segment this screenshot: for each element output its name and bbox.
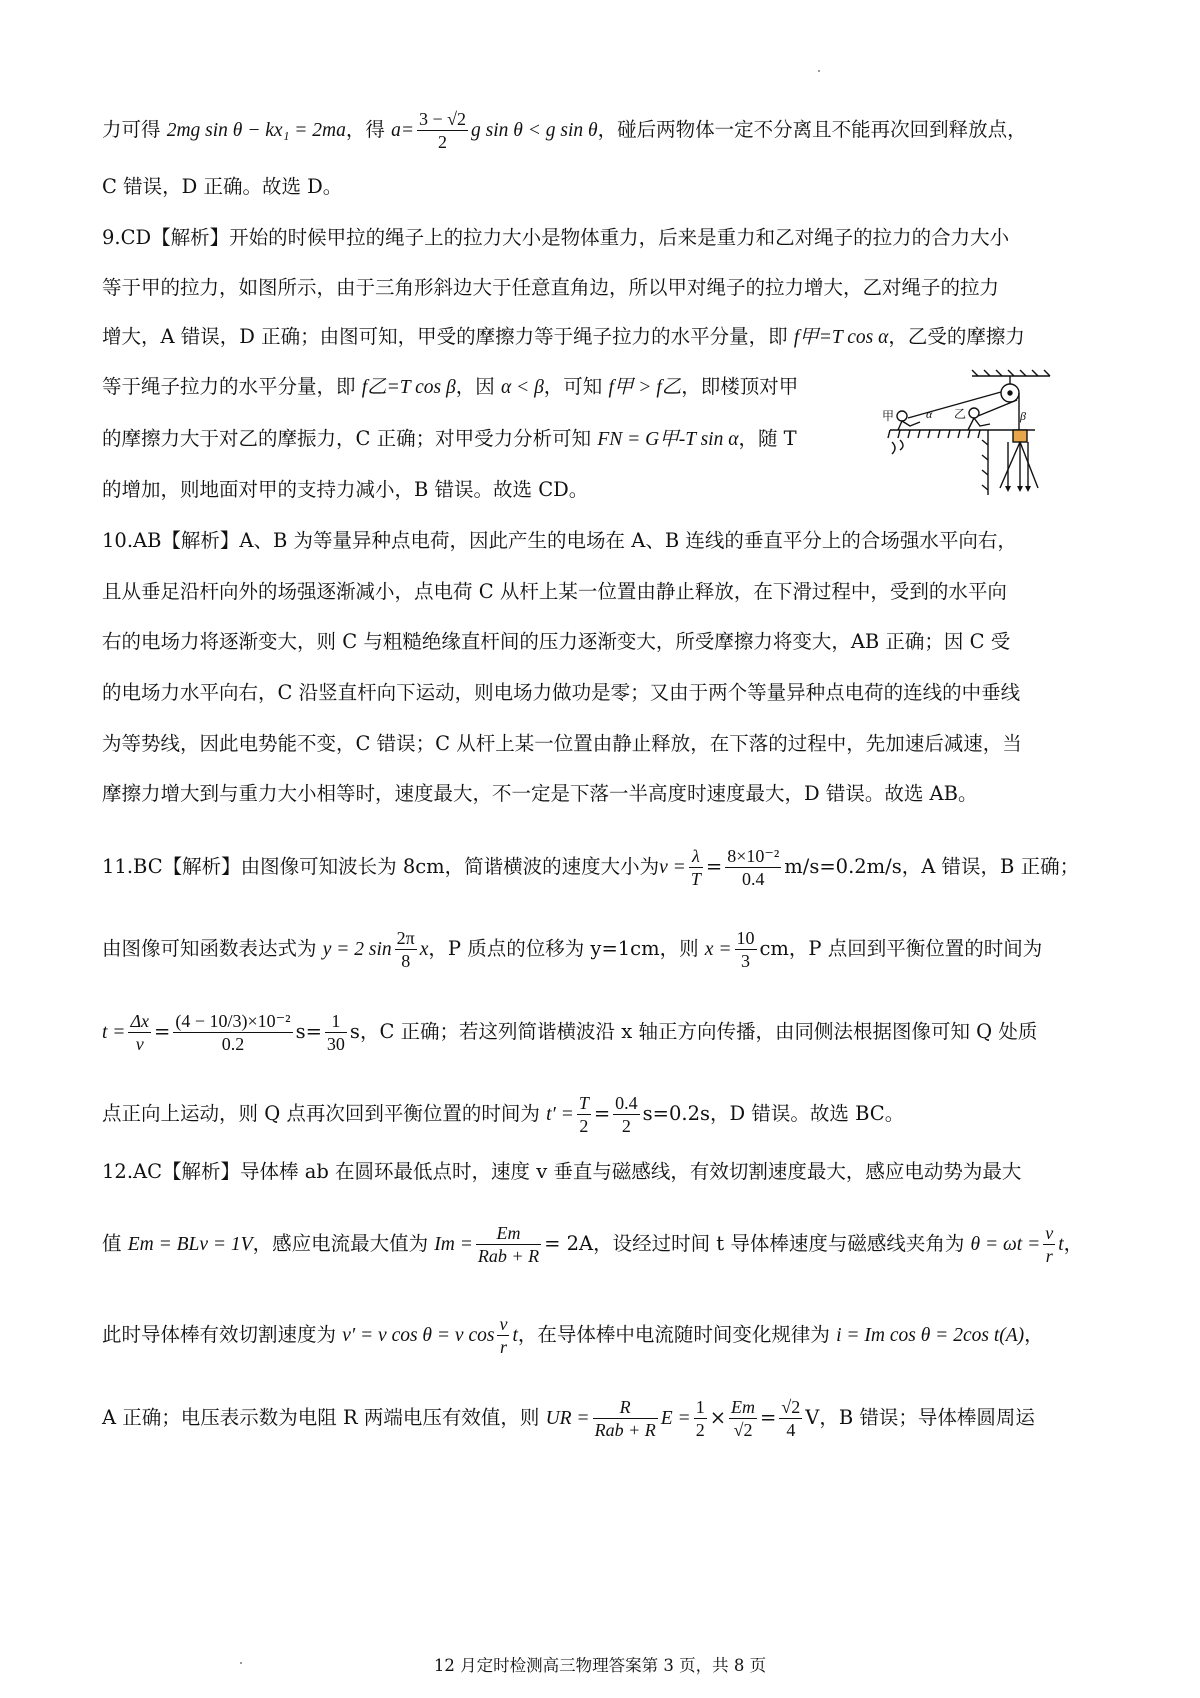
denominator: 2	[621, 1116, 631, 1136]
text-line	[102, 323, 1100, 352]
text-line: 的增加，则地面对甲的支持力减小，B 错误。故选 CD。	[102, 478, 589, 501]
text: 此时导体棒有效切割速度为	[102, 1323, 343, 1346]
fraction	[173, 1010, 292, 1055]
denominator: 3	[741, 951, 750, 971]
fraction	[735, 927, 757, 972]
fraction	[593, 1396, 658, 1441]
text-line: C 错误，D 正确。故选 D。	[102, 175, 343, 198]
text: ，	[1063, 1232, 1084, 1255]
text: ，因	[455, 375, 501, 398]
text-line: 12.AC【解析】导体棒 ab 在圆环最低点时，速度 v 垂直与磁感线，有效切割速度最大，感应电动势为最大	[102, 1160, 1022, 1183]
denominator: √2	[733, 1420, 753, 1440]
denominator: Rab + R	[477, 1246, 540, 1266]
text: 值	[102, 1232, 128, 1255]
text: ，B 错误；导体棒圆周运	[819, 1406, 1035, 1429]
text: ，即楼顶对甲	[681, 375, 799, 398]
text: 11.BC【解析】由图像可知波长为 8cm，简谐横波的速度大小为	[102, 855, 660, 878]
fraction	[779, 1396, 802, 1441]
numerator: 0.4	[615, 1093, 638, 1113]
numerator: 1	[325, 1010, 347, 1033]
text-line: 点正向上运动，则 Q 点再次回到平衡位置的时间为 t′ = $\frac{T}{2}$ = $\frac{0.4}{2}$ s=0.2s，D 错误。故选 BC。	[102, 1093, 905, 1136]
text-line	[102, 108, 1100, 153]
equation: t	[1058, 1234, 1064, 1255]
denominator: 30	[326, 1034, 345, 1054]
label-yi: 乙	[954, 407, 967, 421]
text-line: 11.BC【解析】由图像可知波长为 8cm，简谐横波的速度大小为v = $\frac{\lambda}{T}$ = $\frac{\text{8×10⁻²}}{0.4}$ m/s=0.2m/s，A 错误，B 正确；	[102, 846, 1080, 889]
text: ，D 错误。故选 BC。	[710, 1102, 905, 1125]
equation: t	[512, 1325, 518, 1346]
text: ，设经过时间 t 导体棒速度与磁感线夹角为	[593, 1232, 971, 1255]
denominator: v	[135, 1034, 144, 1054]
numerator: v	[499, 1314, 508, 1334]
denominator: Rab + R	[594, 1420, 656, 1440]
fraction	[725, 845, 781, 890]
equation: = 2A	[544, 1232, 594, 1255]
numerator: λ	[689, 845, 703, 868]
denominator: r	[1045, 1246, 1053, 1266]
equation: x	[419, 939, 429, 960]
text: ，感应电流最大值为	[252, 1232, 435, 1255]
fraction	[694, 1396, 707, 1441]
equation: a=	[391, 120, 414, 141]
denominator: 0.2	[221, 1034, 245, 1054]
equation: f甲 > f乙	[608, 377, 682, 398]
equation: t′ =	[546, 1104, 574, 1125]
text-line	[102, 425, 820, 454]
equation: f甲=T cos α	[793, 327, 889, 348]
text: 力可得	[102, 118, 167, 141]
text-line: 等于甲的拉力，如图所示，由于三角形斜边大于任意直角边，所以甲对绳子的拉力增大，乙对绳子的拉力	[102, 276, 1000, 299]
numerator: 8×10⁻²	[727, 846, 780, 866]
text-line	[102, 927, 1100, 972]
equation: t =	[102, 1022, 126, 1043]
numerator: Δx	[130, 1011, 150, 1031]
denominator: T	[690, 869, 701, 889]
numerator: (4 − 10/3)×10⁻²	[175, 1011, 291, 1031]
text-line	[102, 1313, 1100, 1358]
text: 点正向上运动，则 Q 点再次回到平衡位置的时间为	[102, 1102, 547, 1125]
text: 增大，A 错误，D 正确；由图可知，甲受的摩擦力等于绳子拉力的水平分量，即	[102, 325, 794, 348]
equation: =	[760, 1406, 777, 1429]
equation: v′ = v cos θ = v cos	[342, 1325, 495, 1346]
denominator: 0.4	[741, 869, 765, 889]
numerator: Em	[731, 1397, 756, 1417]
numerator: √2	[781, 1397, 801, 1417]
denominator: 4	[786, 1420, 796, 1440]
numerator: T	[578, 1093, 589, 1113]
equation: f乙=T cos β	[361, 377, 456, 398]
fraction	[689, 845, 703, 890]
text: ，P 点回到平衡位置的时间为	[788, 937, 1043, 960]
equation: s=0.2s	[642, 1102, 711, 1125]
equation: E =	[660, 1408, 691, 1429]
text: 的摩擦力大于对乙的摩振力，C 正确；对甲受力分析可知	[102, 427, 598, 450]
text-line: 为等势线，因此电势能不变，C 错误；C 从杆上某一位置由静止释放，在下落的过程中，先加速后减速，当	[102, 732, 1022, 755]
label-beta: β	[1020, 409, 1026, 423]
scan-speck	[818, 70, 820, 72]
text: ，在导体棒中电流随时间变化规律为	[517, 1323, 837, 1346]
equation: UR =	[545, 1408, 590, 1429]
text-line: 9.CD【解析】开始的时候甲拉的绳子上的拉力大小是物体重力，后来是重力和乙对绳子的拉力的合力大小	[102, 226, 1010, 249]
label-jia: 甲	[882, 409, 895, 423]
equation: s=	[295, 1020, 322, 1043]
text-line: 的电场力水平向右，C 沿竖直杆向下运动，则电场力做功是零；又由于两个等量异种点电荷的连线的中垂线	[102, 681, 1021, 704]
page-footer: 12 月定时检测高三物理答案第 3 页，共 8 页	[433, 1656, 767, 1675]
fraction	[577, 1092, 591, 1137]
text-line: 右的电场力将逐渐变大，则 C 与粗糙绝缘直杆间的压力逐渐变大，所受摩擦力将变大，AB 正确；因 C 受	[102, 630, 1011, 653]
numerator: R	[593, 1396, 658, 1419]
fraction	[417, 108, 468, 153]
equation: Em = BLv = 1V	[127, 1234, 253, 1255]
text-line: t = $\frac{\Delta x}{v}$ = $\frac{\text{(4 − 10/3)×10⁻²}}{0.2}$ s= $\frac{1}{30}$ s，C 正确；若这列简谐横波沿 x 轴正方向传播，由同侧法根据图像可知 Q 处质	[102, 1011, 1038, 1054]
text: ，P 质点的位移为 y=1cm，则	[428, 937, 705, 960]
text: A 正确；电压表示数为电阻 R 两端电压有效值，则	[102, 1406, 546, 1429]
numerator: v	[1045, 1223, 1054, 1243]
text: ，乙受的摩擦力	[888, 325, 1025, 348]
text: 由图像可知函数表达式为	[102, 937, 323, 960]
text-line	[102, 1396, 1100, 1441]
equation: FN = G甲-T sin α	[597, 429, 739, 450]
numerator: 2π	[396, 928, 415, 948]
fraction	[729, 1396, 757, 1441]
text: ，C 正确；若这列简谐横波沿 x 轴正方向传播，由同侧法根据图像可知 Q 处质	[359, 1020, 1038, 1043]
numerator: 3 − √2	[419, 109, 467, 129]
denominator: 2	[579, 1116, 589, 1136]
equation: Im =	[434, 1234, 473, 1255]
equation: y = 2 sin	[322, 939, 392, 960]
denominator: r	[499, 1337, 507, 1357]
equation: v =	[659, 857, 686, 878]
fraction	[497, 1313, 509, 1358]
scan-speck	[240, 1662, 242, 1664]
denominator: 8	[401, 951, 411, 971]
denominator: 2	[695, 1420, 705, 1440]
numerator: Em	[476, 1222, 541, 1245]
text: ，得	[345, 118, 385, 141]
fraction	[395, 927, 417, 972]
text: ，	[1024, 1323, 1044, 1346]
fraction	[325, 1010, 347, 1055]
text: ，碰后两物体一定不分离且不能再次回到释放点，	[597, 118, 1027, 141]
text-line	[102, 373, 820, 402]
fraction	[476, 1222, 541, 1267]
label-alpha: α	[926, 407, 933, 421]
equation: s	[349, 1020, 360, 1043]
equation: α < β	[500, 377, 544, 398]
equation: θ = ωt =	[970, 1234, 1041, 1255]
equation: cm	[759, 937, 789, 960]
text-line	[102, 1222, 1100, 1267]
text: ，A 错误，B 正确；	[901, 855, 1080, 878]
text-line: 10.AB【解析】A、B 为等量异种点电荷，因此产生的电场在 A、B 连线的垂直平分上的合场强水平向右，	[102, 529, 1017, 552]
text: 等于绳子拉力的水平分量，即	[102, 375, 362, 398]
equation: 2mg sin θ − kx₁ = 2ma	[166, 120, 346, 141]
equation: x =	[704, 939, 732, 960]
fraction	[613, 1092, 640, 1137]
text-line: 摩擦力增大到与重力大小相等时，速度最大，不一定是下落一半高度时速度最大，D 错误。故选 AB。	[102, 782, 978, 805]
equation: i = Im cos θ = 2cos t(A)	[836, 1325, 1025, 1346]
text: ，随 T	[738, 427, 797, 450]
equation: V	[805, 1406, 820, 1429]
pulley-force-diagram	[880, 360, 1090, 505]
equation: ×	[709, 1406, 727, 1429]
equation: m/s=0.2m/s	[784, 855, 902, 878]
numerator: 10	[736, 928, 755, 948]
denominator: 2	[438, 132, 448, 152]
equation: g sin θ < g sin θ	[471, 120, 598, 141]
text: ，可知	[543, 375, 609, 398]
text-line: 且从垂足沿杆向外的场强逐渐减小，点电荷 C 从杆上某一位置由静止释放，在下滑过程中，受到的水平向	[102, 580, 1007, 603]
fraction	[1043, 1222, 1055, 1267]
fraction	[128, 1010, 151, 1055]
numerator: 1	[695, 1397, 705, 1417]
